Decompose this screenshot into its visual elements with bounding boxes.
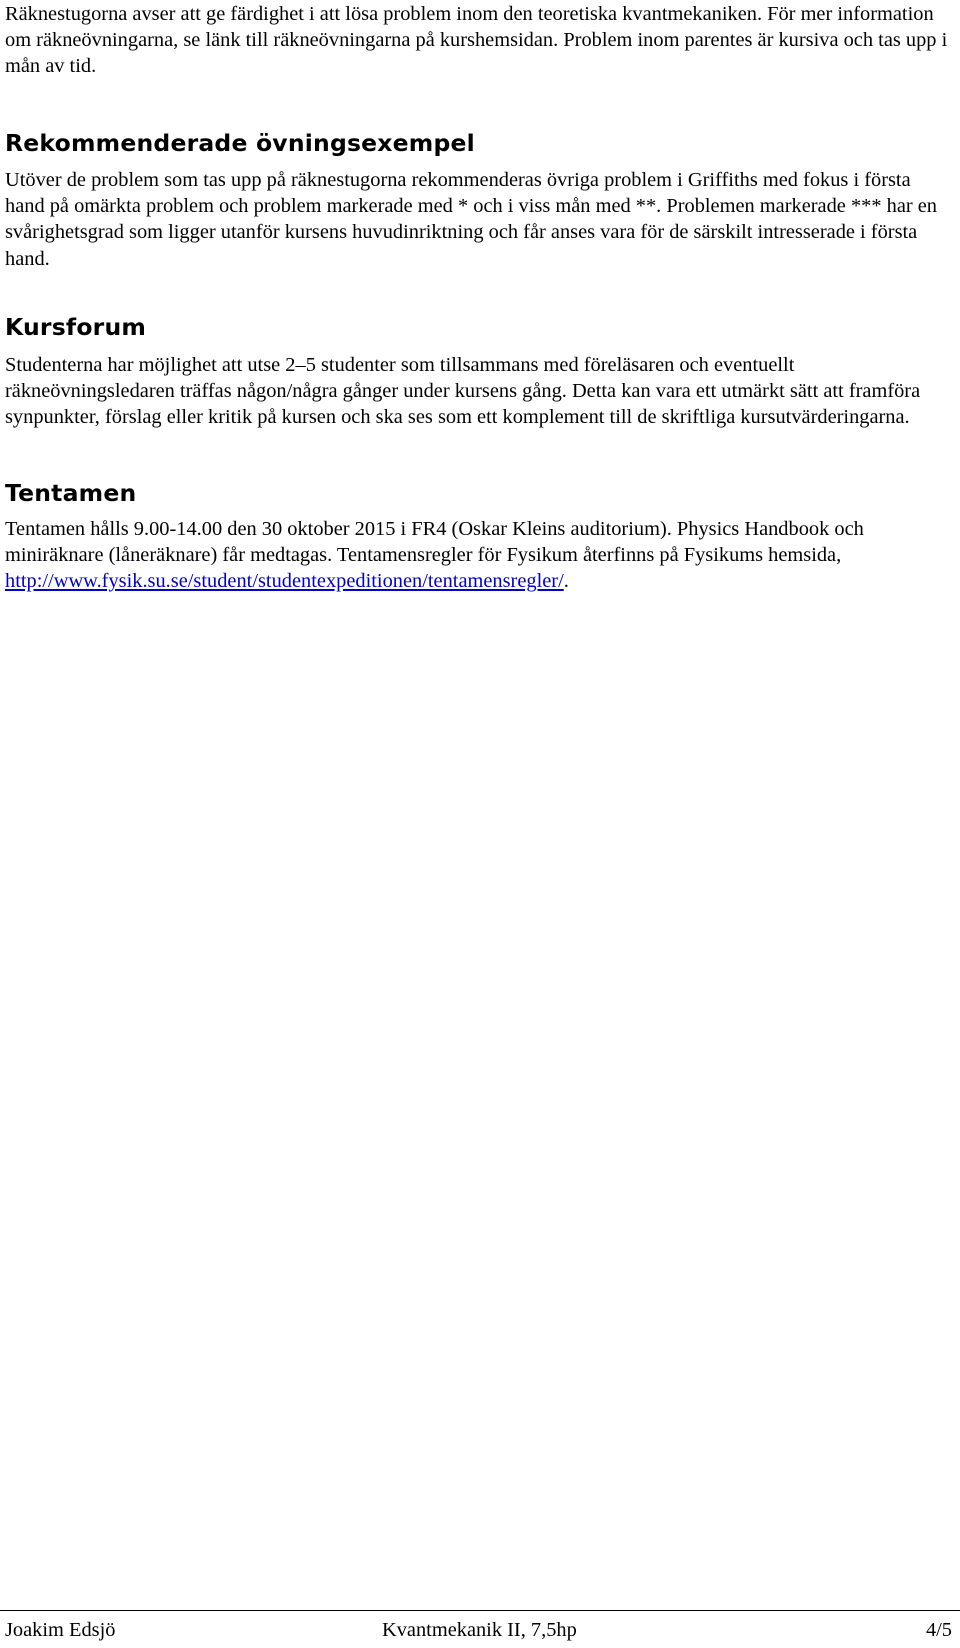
tentamen-text-end: . [563,570,569,593]
footer-author: Joakim Edsjö [5,1619,116,1641]
section-heading-tentamen: Tentamen [5,479,137,507]
intro-paragraph: Räknestugorna avser att ge färdighet i att lösa problem inom den teoretiska kvantmekaniken. För mer information om räkneövningarna, se länk till räkneövningarna på kurshemsidan. Problem inom parentes är kursiva och tas upp i mån av tid. [5,3,948,78]
tentamen-text: Tentamen hålls 9.00-14.00 den 30 oktober 2015 i FR4 (Oskar Kleins auditorium). Physics Handbook och miniräknare (låneräknare) får medtagas. Tentamensregler för Fysikum återfinns på Fysikums hemsida, [5,518,864,567]
section-heading-kursforum: Kursforum [5,313,147,341]
tentamen-paragraph [5,516,953,595]
footer-course: Kvantmekanik II, 7,5hp [382,1619,577,1641]
tentamensregler-link[interactable]: http://www.fysik.su.se/student/studentexpeditionen/tentamensregler/ [5,570,564,593]
footer-page-number: 4/5 [925,1619,952,1641]
rekommenderade-paragraph: Utöver de problem som tas upp på räknestugorna rekommenderas övriga problem i Griffiths med fokus i första hand på omärkta problem och problem markerade med * och i viss mån med **. Problemen markerade *** har en svårighetsgrad som ligger utanför kursens huvudinriktning och får anses vara för de särskilt intresserade i första hand. [5,169,938,270]
kursforum-paragraph: Studenterna har möjlighet att utse 2–5 studenter som tillsammans med föreläsaren och eventuellt räkneövningsledaren träffas någon/några gånger under kursens gång. Detta kan vara ett utmärkt sätt att framföra synpunkter, förslag eller kritik på kursen och ska ses som ett komplement till de skriftliga kursutvärderingarna. [5,354,921,429]
page-footer [0,1610,960,1648]
footer-divider [0,1610,960,1611]
section-heading-rekommenderade: Rekommenderade övningsexempel [5,129,475,157]
